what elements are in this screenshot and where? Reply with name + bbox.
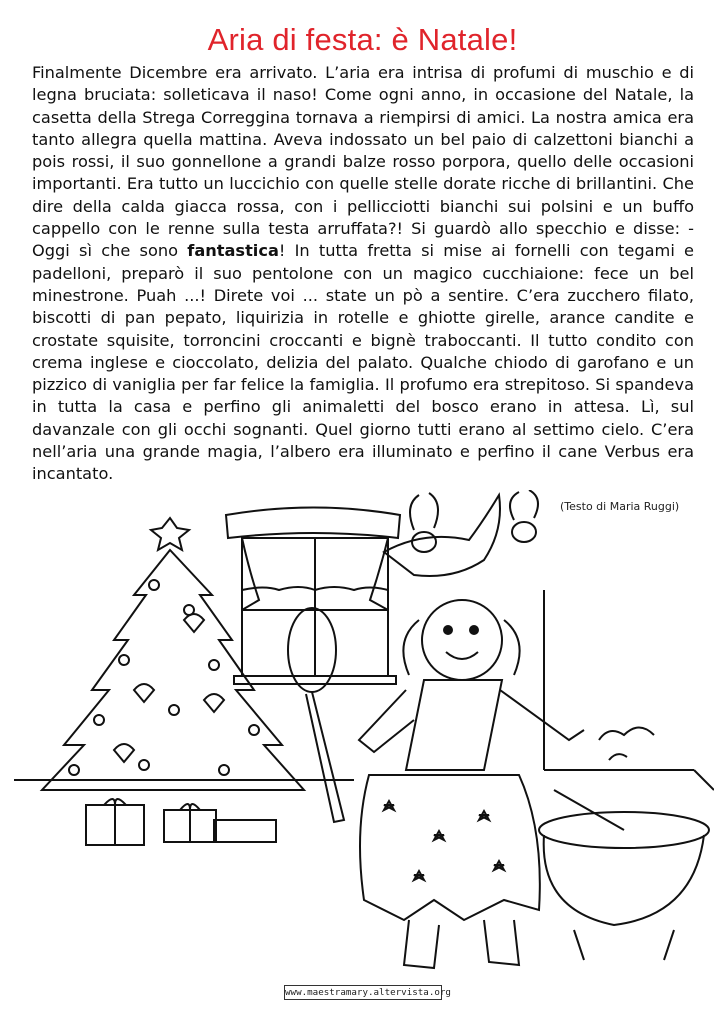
story-bold-word: fantastica [187,241,279,261]
page-title: Aria di festa: è Natale! [207,22,518,57]
cauldron [539,728,709,961]
website-footer: www.maestramary.altervista.org [285,987,451,998]
christmas-tree [42,518,304,790]
witch-character [359,495,584,968]
author-credit: (Testo di Maria Ruggi) [560,500,680,513]
christmas-illustration [14,490,714,980]
gift-boxes [86,799,276,845]
story-part-2: ! In tutta fretta si mise ai fornelli con tegami e padelloni, preparò il suo pentolone con un magico cucchiaione: fece un bel minestrone. Puah ...! Direte voi ... state un pò a sentire. C’era zucchero filato, biscotti di pan pepato, liquirizia in rotelle e ghiotte girelle, arance candite e crostate squisite, torroncini croccanti e bignè traboccanti. Il tutto condito con crema inglese e cioccolato, delizia del palato. Qualche chiodo di garofano e un pizzico di vaniglia per far felice la famiglia. Il profumo era strepitoso. Si spandeva in tutta la casa e perfino gli animaletti del bosco erano in attesa. Lì, sul davanzale con gli occhi sognanti. Quel giorno tutti erano al settimo cielo. C’era nell’aria una grande magia, l’albero era illuminato e perfino il cane Verbus era incantato. [32,241,695,484]
story-part-1: Finalmente Dicembre era arrivato. L’aria era intrisa di profumi di muschio e di legna bruciata: solleticava il naso! Come ogni anno, in occasione del Natale, la casetta della Strega Correggina tornava a riempirsi di amici. La nostra amica era tanto allegra quella mattina. Aveva indossato un bel paio di calzettoni bianchi a pois rossi, il suo gonnellone a grandi balze rosso porpora, quello delle occasioni importanti. Era tutto un luccichio con quelle stelle dorate ricche di brillantini. Che dire della calda giacca rossa, con i pellicciotti bianchi sui polsini e un buffo cappello con le renne sulla testa arruffata?! Si guardò allo specchio e disse: - Oggi sì che sono [32,63,694,261]
window [226,508,400,685]
story-text [32,62,694,486]
reindeer [410,490,538,552]
